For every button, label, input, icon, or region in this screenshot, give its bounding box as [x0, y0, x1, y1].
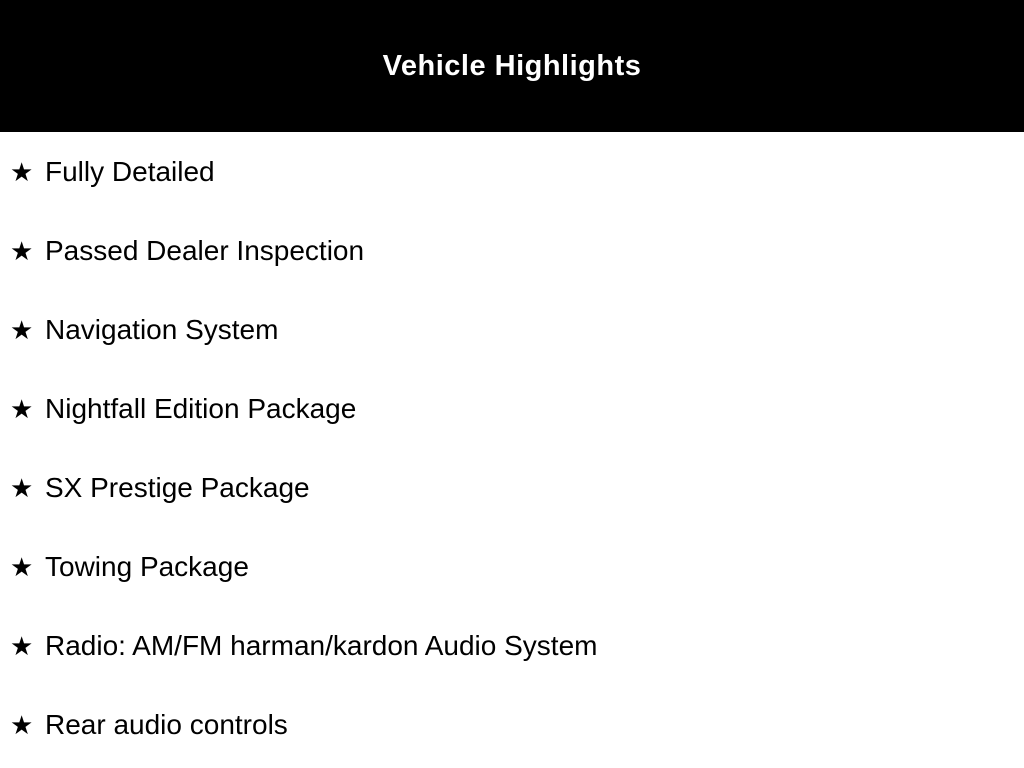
star-icon: ★	[10, 314, 34, 345]
list-item	[0, 606, 1024, 685]
star-icon: ★	[10, 393, 34, 424]
star-icon: ★	[10, 156, 34, 187]
header-bar	[0, 0, 1024, 132]
list-item	[0, 527, 1024, 606]
item-label: Passed Dealer Inspection	[45, 234, 365, 266]
list-item	[0, 685, 1024, 764]
item-label: Nightfall Edition Package	[45, 392, 357, 424]
item-label: Fully Detailed	[45, 155, 215, 187]
list-item	[0, 448, 1024, 527]
item-label: SX Prestige Package	[45, 471, 310, 503]
list-item	[0, 290, 1024, 369]
star-icon: ★	[10, 630, 34, 661]
star-icon: ★	[10, 551, 34, 582]
item-label: Towing Package	[45, 550, 249, 582]
item-label: Rear audio controls	[45, 708, 288, 740]
star-icon: ★	[10, 709, 34, 740]
highlights-list	[0, 132, 1024, 764]
item-label: Radio: AM/FM harman/kardon Audio System	[45, 629, 598, 661]
list-item	[0, 369, 1024, 448]
star-icon: ★	[10, 472, 34, 503]
list-item	[0, 211, 1024, 290]
star-icon: ★	[10, 235, 34, 266]
list-item	[0, 132, 1024, 211]
page-title: Vehicle Highlights	[382, 49, 642, 82]
item-label: Navigation System	[45, 313, 279, 345]
